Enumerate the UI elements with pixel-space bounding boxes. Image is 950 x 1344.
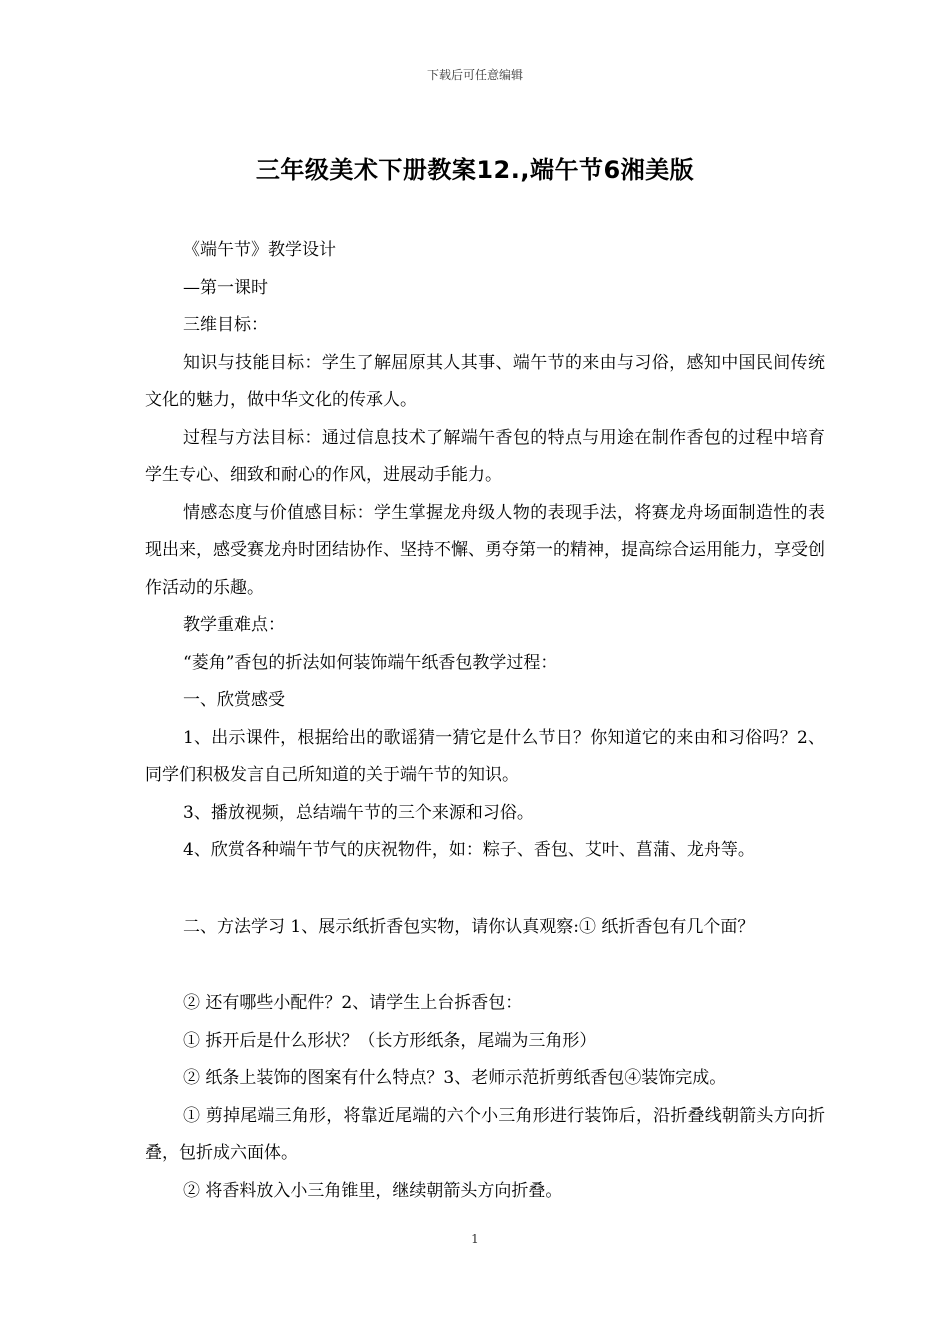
paragraph-shape: ① 拆开后是什么形状？（长方形纸条，尾端为三角形） [183,1030,597,1051]
paragraph-key-points-heading: 教学重难点： [183,615,285,635]
paragraph-accessories: ② 还有哪些小配件？2、请学生上台拆香包： [183,993,523,1013]
paragraph-goals-heading: 三维目标： [183,315,268,335]
paragraph-step-3: 3、播放视频，总结端午节的三个来源和习俗。 [183,802,534,823]
paragraph-gap [145,870,825,909]
paragraph-knowledge-goal: 知识与技能目标：学生了解屈原其人其事、端午节的来由与习俗，感知中国民间传统文化的魅力，做中华文化的传承人。 [145,352,825,410]
paragraph-section-two: 二、方法学习 1、展示纸折香包实物，请你认真观察:① 纸折香包有几个面？ [183,916,755,937]
page-number: 1 [471,1232,479,1246]
paragraph-section-one: 一、欣赏感受 [183,690,285,710]
document-title: 三年级美术下册教案12.,端午节6湘美版 [255,156,695,184]
paragraph-emotion-goal: 情感态度与价值感目标：学生掌握龙舟级人物的表现手法，将赛龙舟场面制造性的表现出来，感受赛龙舟时团结协作、坚持不懈、勇夺第一的精神，提高综合运用能力，享受创作活动的乐趣。 [145,502,825,598]
paragraph-pattern: ② 纸条上装饰的图案有什么特点？3、老师示范折剪纸香包④装饰完成。 [183,1068,727,1088]
document-body [145,232,825,1210]
page-header: 下载后可任意编辑 [426,68,523,82]
paragraph-lesson-design: 《端午节》教学设计 [183,240,336,260]
paragraph-key-points: “菱角”香包的折法如何装饰端午纸香包教学过程： [183,652,558,673]
paragraph-step-4: 4、欣赏各种端午节气的庆祝物件，如：粽子、香包、艾叶、菖蒲、龙舟等。 [183,840,755,860]
paragraph-step-1: 1、出示课件，根据给出的歌谣猜一猜它是什么节日？你知道它的来由和习俗吗？2、同学们积极发言自己所知道的关于端午节的知识。 [145,727,825,785]
paragraph-process-goal: 过程与方法目标：通过信息技术了解端午香包的特点与用途在制作香包的过程中培育学生专心、细致和耐心的作风，进展动手能力。 [145,427,825,485]
paragraph-first-period: —第一课时 [183,277,268,298]
paragraph-spice: ② 将香料放入小三角锥里，继续朝箭头方向折叠。 [183,1180,563,1201]
paragraph-gap [145,946,825,985]
paragraph-cut-fold: ① 剪掉尾端三角形，将靠近尾端的六个小三角形进行装饰后，沿折叠线朝箭头方向折叠，包折成六面体。 [145,1105,825,1163]
